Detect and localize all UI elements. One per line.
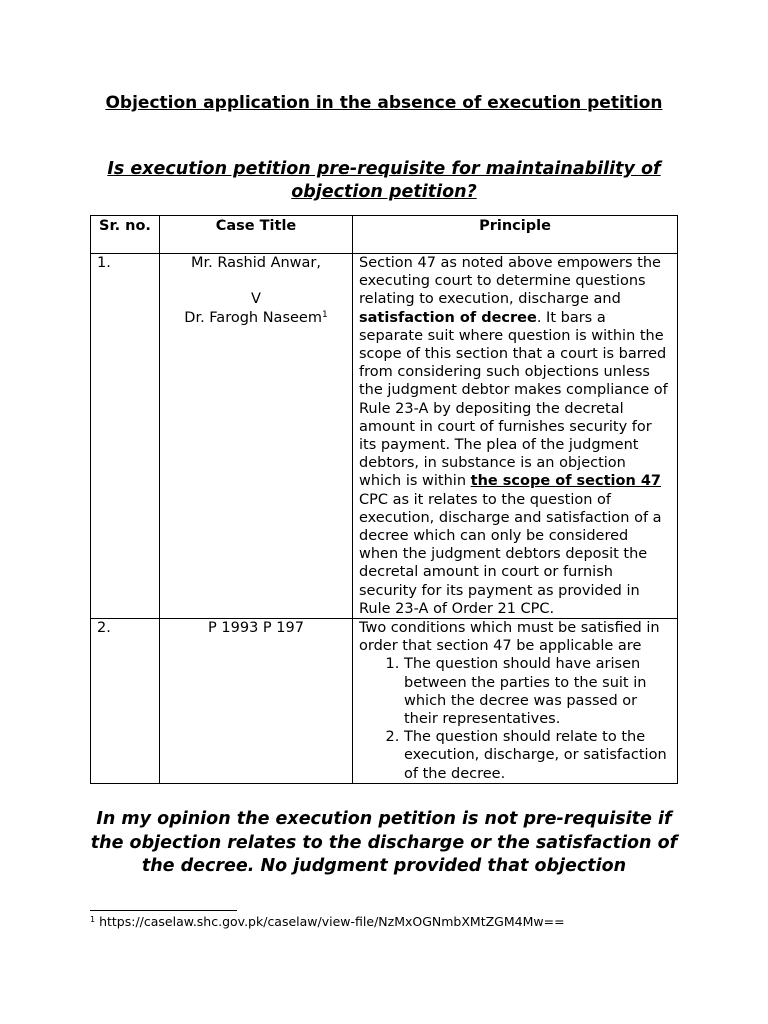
principle-text: Section 47 as noted above empowers the executing court to determine questions relating to execution, discharge and [359,255,661,308]
footnote-marker: 1 [90,915,96,924]
header-sr-no: Sr. no. [91,216,160,254]
question-heading: Is execution petition pre-requisite for maintainability of objection petition? [107,159,661,202]
case-title-party-2: Dr. Farogh Naseem [184,309,322,326]
table-header-row [91,216,678,254]
case-title-party-1: Mr. Rashid Anwar, [190,255,321,271]
opinion-paragraph: In my opinion the execution petition is not pre-requisite if the objection relates to the discharge or the satisfaction of the decree. No judgment provided that objection [90,809,678,876]
row-case-title: P 1993 P 197 [160,619,353,784]
principle-bold-text: satisfaction of decree [359,309,537,326]
footnote [90,914,565,929]
principle-text: . It bars a separate suit where question is within the scope of this section that a court is barred from considering such objections unless the judgment debtor makes compliance of Rule 23-A by depositing the decretal amount in court of furnishes security for its payment. The plea of the judgment debtors, in substance is an objection which is within [359,309,668,490]
principle-bold-underlined-text: the scope of section 47 [470,473,662,490]
header-principle: Principle [353,216,678,254]
row-sr-no: 2. [91,619,160,784]
principle-text: CPC as it relates to the question of execution, discharge and satisfaction of a decree which can only be considered when the judgment debtors deposit the decretal amount in court or furnish security for its payment as provided in Rule 23-A of Order 21 CPC. [359,491,662,617]
principle-intro: Two conditions which must be satisfied in order that section 47 be applicable are [359,620,660,655]
table-row [91,619,678,784]
footnote-reference[interactable]: 1 [321,309,328,320]
row-sr-no: 1. [91,254,160,619]
row-case-title [160,254,353,619]
list-item: 2. The question should relate to the execution, discharge, or satisfaction of the decree. [404,728,671,783]
case-title-versus: V [251,291,261,308]
document-title: Objection application in the absence of execution petition [105,93,663,113]
table-row [91,254,678,619]
footnote-link[interactable]: https://caselaw.shc.gov.pk/caselaw/view-file/NzMxOGNmbXMtZGM4Mw== [95,914,565,929]
footnote-divider [90,910,237,911]
list-item: 1. The question should have arisen between the parties to the suit in which the decree was passed or their representatives. [404,655,671,728]
header-case-title: Case Title [160,216,353,254]
case-table [90,215,678,784]
conditions-list [359,655,671,782]
row-principle [353,254,678,619]
row-principle [353,619,678,784]
